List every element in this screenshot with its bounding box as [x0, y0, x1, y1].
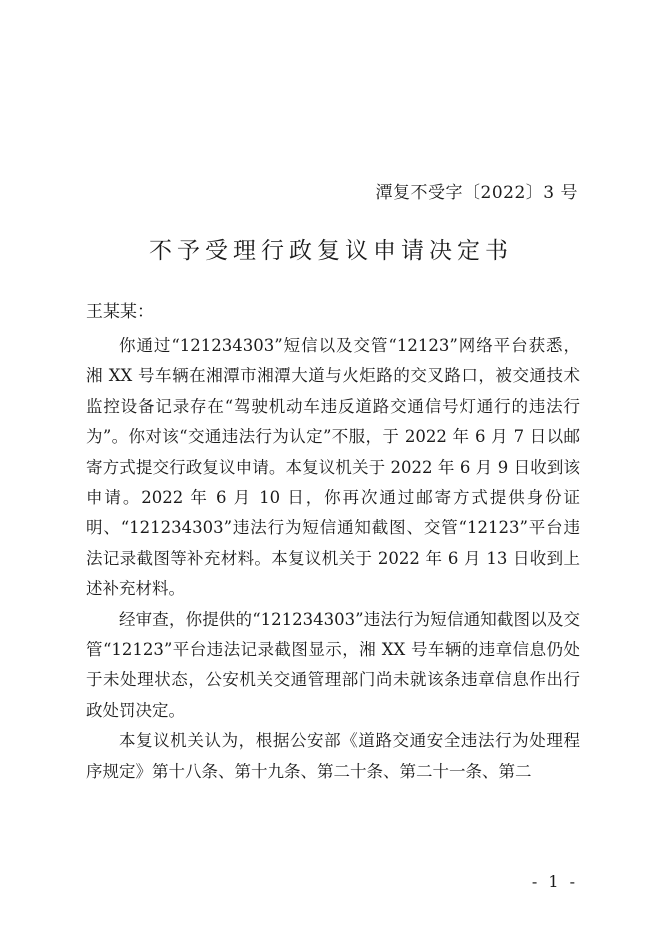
paragraph: 你通过“121234303”短信以及交管“12123”网络平台获悉，湘 XX 号车辆在湘潭市湘潭大道与火炬路的交叉路口，被交通技术监控设备记录存在“驾驶机动车违反道路交通信号灯通行的违法行为”。你对该“交通违法行为认定”不服，于 2022 年 6 月 7 日以邮寄方式提交行政复议申请。本复议机关于 2022 年 6 月 9 日收到该申请。2022 年 6 月 10 日，你再次通过邮寄方式提供身份证明、“121234303”违法行为短信通知截图、交管“12123”平台违法记录截图等补充材料。本复议机关于 2022 年 6 月 13 日收到上述补充材料。 [86, 336, 580, 599]
document-body [86, 331, 580, 787]
paragraph: 经审查，你提供的“121234303”违法行为短信通知截图以及交管“12123”平台违法记录截图显示，湘 XX 号车辆的违章信息仍处于未处理状态，公安机关交通管理部门尚未就该条违章信息作出行政处罚决定。 [86, 609, 580, 720]
paragraph: 本复议机关认为，根据公安部《道路交通安全违法行为处理程序规定》第十八条、第十九条、第二十条、第二十一条、第二 [86, 731, 580, 781]
document-number: 潭复不受字〔2022〕3 号 [375, 183, 578, 203]
page-number: - 1 - [531, 872, 578, 891]
salutation: 王某某： [86, 302, 154, 322]
document-title: 不予受理行政复议申请决定书 [149, 238, 513, 264]
